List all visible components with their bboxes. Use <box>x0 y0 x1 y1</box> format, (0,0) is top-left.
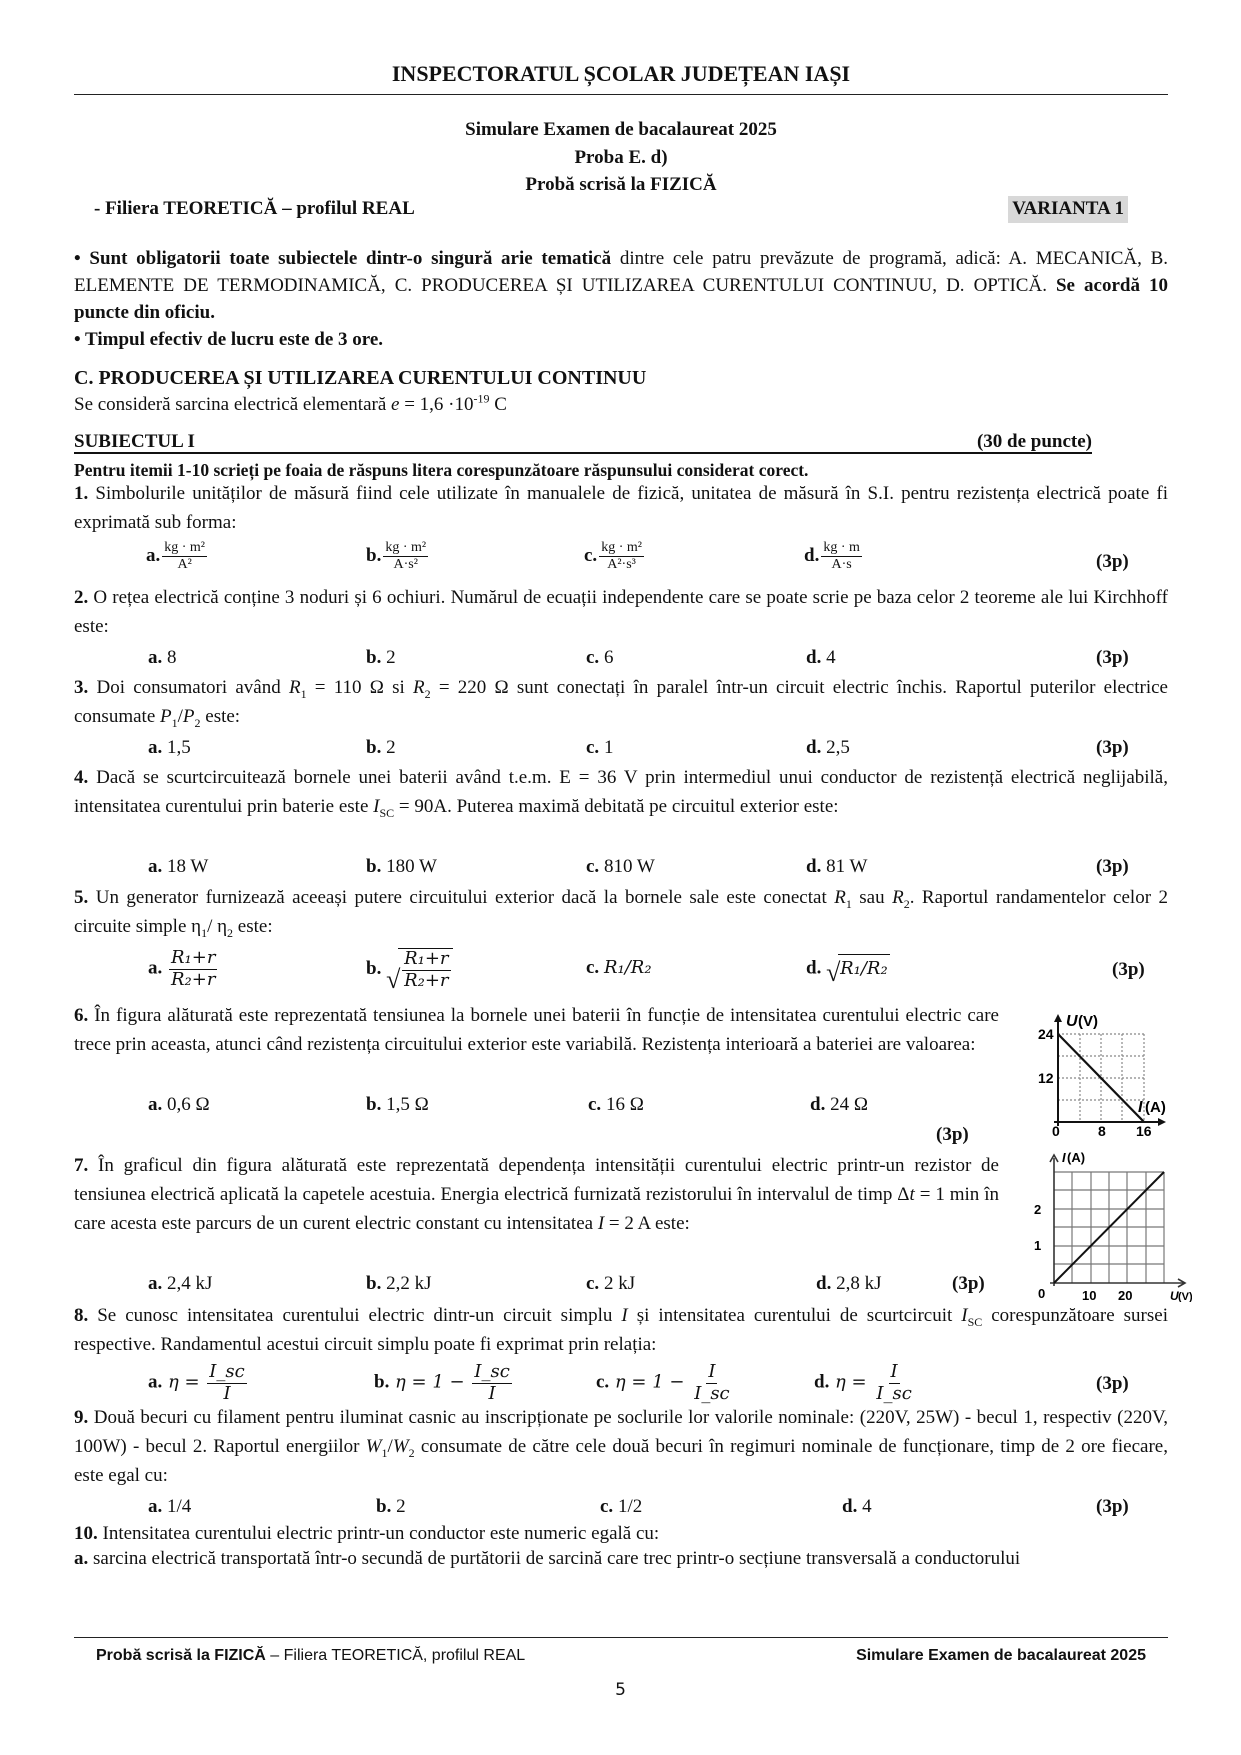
question-text: este: <box>233 915 273 937</box>
option-value: 24 Ω <box>825 1094 868 1115</box>
subject-heading <box>74 430 1092 454</box>
subscript: 2 <box>903 896 910 911</box>
option-value: 2,4 kJ <box>162 1273 213 1294</box>
page-number: 5 <box>615 1680 626 1700</box>
question-text: = 90A. Puterea maximă debitată pe circuitul exterior este: <box>394 795 839 817</box>
denominator: A² <box>177 557 192 573</box>
option-value: 8 <box>162 647 177 668</box>
option-c[interactable] <box>586 734 613 763</box>
option-value: 1,5 <box>162 737 191 758</box>
denominator: I <box>488 1382 496 1404</box>
option-c[interactable] <box>584 540 644 573</box>
numerator: √ R₁+r <box>404 948 449 969</box>
option-label: b. <box>366 647 382 668</box>
option-label: d. <box>806 957 822 979</box>
option-a[interactable] <box>146 540 207 573</box>
option-value: 1/2 <box>613 1496 643 1517</box>
question-text: sau <box>851 887 893 908</box>
question-number: 8. <box>74 1305 89 1326</box>
option-value: 81 W <box>821 856 868 877</box>
option-c[interactable] <box>600 1493 642 1522</box>
option-label: a. <box>74 1547 89 1569</box>
points-label: (3p) <box>1096 647 1129 668</box>
numerator: R₁+r <box>171 947 216 968</box>
svg-text:10: 10 <box>1082 1288 1097 1302</box>
option-c[interactable] <box>586 1270 635 1299</box>
instruction-1-text: dintre cele patru prevăzute de programă, adică: A. MECANICĂ, B. ELEMENTE DE TERMODINAMICĂ, C. PRODUCEREA ȘI UTILIZAREA CURENTULUI CONTINUU, D. OPTICĂ. <box>74 248 1169 296</box>
symbol-t: t <box>909 1183 915 1205</box>
numerator: I_sc <box>474 1361 510 1382</box>
option-value: sarcina electrică transportată într-o secundă de purtătorii de sarcină care trec printr-o secțiune transversală a conductorului <box>88 1547 1021 1569</box>
question-stem <box>74 1522 1168 1547</box>
question-6 <box>74 1002 999 1145</box>
footer-left <box>96 1645 525 1668</box>
slash: / <box>387 1435 393 1457</box>
option-label: a. <box>148 957 163 979</box>
option-c[interactable] <box>586 954 652 983</box>
question-text: Se cunosc intensitatea curentului electric dintr-un circuit simplu <box>88 1305 622 1326</box>
option-b[interactable] <box>366 734 396 763</box>
instruction-2: • Timpul efectiv de lucru este de 3 ore. <box>74 328 384 350</box>
question-text: O rețea electrică conține 3 noduri și 6 ochiuri. Numărul de ecuații independente care se poate scrie pe baza celor 2 teoreme ale lui Kirchhoff este: <box>74 587 1168 637</box>
subscript: 2 <box>227 925 234 940</box>
subscript: SC <box>967 1314 983 1329</box>
option-value: 2 <box>391 1496 406 1517</box>
subject-name: SUBIECTUL I <box>74 431 195 452</box>
option-d[interactable] <box>814 1362 914 1404</box>
points-label: (3p) <box>1096 1373 1129 1394</box>
option-value: 18 W <box>162 856 209 877</box>
constant-prefix: Se consideră sarcina electrică elementară <box>74 394 392 415</box>
option-label: b. <box>376 1496 392 1517</box>
option-value: 4 <box>857 1496 872 1517</box>
fraction <box>383 540 428 573</box>
option-label: d. <box>814 1371 830 1393</box>
numerator: I <box>708 1361 716 1382</box>
exam-proba: Proba E. d) <box>574 146 668 168</box>
option-value: 2,2 kJ <box>381 1273 432 1294</box>
option-d[interactable] <box>810 1091 868 1120</box>
option-a[interactable] <box>148 1270 212 1299</box>
option-b[interactable] <box>366 540 428 573</box>
instruction-1-bold: • Sunt obligatorii toate subiectele dintr-o singură arie tematică <box>74 248 612 269</box>
svg-text:(A): (A) <box>1145 1099 1166 1116</box>
subject-points: (30 de puncte) <box>976 431 1092 452</box>
option-label: b. <box>366 1094 382 1115</box>
option-label: d. <box>810 1094 826 1115</box>
svg-text:8: 8 <box>1098 1123 1106 1138</box>
exam-title: Simulare Examen de bacalaureat 2025 <box>465 119 777 140</box>
header-divider <box>74 94 1168 95</box>
square-root <box>386 948 452 991</box>
question-text: În figura alăturată este reprezentată tensiunea la bornele unei baterii în funcție de intensitatea curentului electric care trece prin aceasta, atunci când rezistența circuitului exterior este variabilă. Rezistența interioară a bateriei are valoarea: <box>74 1005 999 1055</box>
section-title: C. PRODUCEREA ȘI UTILIZAREA CURENTULUI CONTINUU <box>74 367 647 389</box>
option-label: d. <box>806 856 822 877</box>
option-value: 2 <box>381 737 396 758</box>
svg-text:24: 24 <box>1038 1026 1054 1042</box>
option-a[interactable] <box>148 644 177 673</box>
option-value: R₁/R₂ <box>603 957 652 978</box>
option-value: 1/4 <box>162 1496 192 1517</box>
subscript: 1 <box>381 1445 388 1460</box>
option-d[interactable] <box>816 1270 881 1299</box>
answer-options <box>74 1091 1168 1145</box>
svg-text:U: U <box>1170 1289 1179 1302</box>
footer-divider <box>74 1637 1168 1638</box>
subscript: 1 <box>300 686 307 701</box>
option-value: 2 kJ <box>599 1273 636 1294</box>
footer-left-bold: Probă scrisă la FIZICĂ <box>96 1647 266 1664</box>
option-label: a. <box>148 1496 163 1517</box>
option-label: a. <box>146 544 161 566</box>
figure-i-u-resistor <box>1012 1142 1192 1302</box>
question-number: 5. <box>74 887 89 908</box>
symbol-p: P <box>182 705 195 727</box>
footer-right: Simulare Examen de bacalaureat 2025 <box>856 1647 1146 1664</box>
option-value: 16 Ω <box>601 1094 644 1115</box>
option-value: 1 <box>599 737 614 758</box>
chart-u-vs-i <box>1012 1008 1182 1138</box>
option-d[interactable] <box>806 853 867 882</box>
option-value: 810 W <box>599 856 655 877</box>
formula-prefix: η = 1 − <box>389 1371 471 1393</box>
subscript: 2 <box>408 1445 415 1460</box>
question-4 <box>74 764 1168 877</box>
question-number: 7. <box>74 1155 89 1176</box>
question-text: = 1 min în care acesta este parcurs de un curent electric constant cu intensitatea <box>74 1183 999 1234</box>
answer-options <box>74 1493 1168 1523</box>
symbol-i: I <box>961 1305 968 1326</box>
question-text: Simbolurile unităților de măsură fiind cele utilizate în manualele de fizică, unitatea de măsură în S.I. pentru rezistența electrică poate fi exprimată sub forma: <box>74 483 1168 533</box>
option-d[interactable] <box>804 540 862 573</box>
question-text: / η <box>207 915 228 937</box>
answer-options <box>74 1362 1168 1402</box>
denominator: I <box>223 1382 231 1404</box>
question-2 <box>74 584 1168 668</box>
option-a[interactable] <box>74 1547 1168 1572</box>
option-value: 2,5 <box>821 737 850 758</box>
option-value: 1,5 Ω <box>381 1094 429 1115</box>
question-1 <box>74 480 1168 573</box>
option-a[interactable] <box>148 1362 247 1404</box>
points-label: (3p) <box>936 1124 969 1145</box>
denominator: I_sc <box>876 1382 912 1404</box>
footer-left-text: – Filiera TEORETICĂ, profilul REAL <box>265 1647 526 1664</box>
option-c[interactable] <box>596 1362 732 1404</box>
question-text: . Raportul randamentelor celor 2 circuite simple η <box>74 887 1168 937</box>
question-text: În graficul din figura alăturată este reprezentată dependența intensității curentului electric printr-un rezistor de tensiunea electrică aplicată la capetele acestuia. Energia electrică furnizată rezistorului în intervalul de timp Δ <box>74 1155 999 1205</box>
option-value: 180 W <box>381 856 437 877</box>
filiera-label: - Filiera TEORETICĂ – profilul REAL <box>94 198 415 219</box>
fraction <box>599 540 644 573</box>
answer-options <box>74 1270 1168 1300</box>
option-label: d. <box>804 544 820 566</box>
option-b[interactable] <box>366 1270 431 1299</box>
option-label: b. <box>366 737 382 758</box>
denominator: A·s² <box>393 557 418 573</box>
option-b[interactable] <box>376 1493 406 1522</box>
denominator: R₂+r <box>171 968 216 990</box>
symbol-r: R <box>834 887 846 908</box>
option-b[interactable] <box>366 948 453 991</box>
subscript: 1 <box>171 715 178 730</box>
numerator: kg · m² <box>162 540 207 557</box>
symbol-r: R <box>892 887 904 908</box>
option-a[interactable] <box>148 948 217 990</box>
points-label: (3p) <box>1096 551 1129 572</box>
symbol-p: P <box>160 705 172 727</box>
svg-text:1: 1 <box>1034 1238 1042 1253</box>
option-label: a. <box>148 1094 163 1115</box>
question-text: consumate de către cele două becuri în regimuri nominale de funcționare, timp de 2 ore fiecare, este egal cu: <box>74 1435 1168 1486</box>
question-number: 1. <box>74 483 89 504</box>
option-a[interactable] <box>148 1091 210 1120</box>
subscript: SC <box>379 805 395 820</box>
option-label: b. <box>366 856 382 877</box>
option-a[interactable] <box>148 1493 191 1522</box>
question-number: 10. <box>74 1523 98 1544</box>
question-text: Două becuri cu filament pentru iluminat casnic au inscripționate pe soclurile lor valorile nominale: (220V, 25W) - becul 1, respectiv (220V, 100W) - becul 2. Raportul energiilor <box>74 1407 1168 1457</box>
option-c[interactable] <box>588 1091 644 1120</box>
option-label: c. <box>596 1371 610 1393</box>
question-9 <box>74 1404 1168 1517</box>
subscript: 2 <box>424 686 431 701</box>
option-label: c. <box>586 647 600 668</box>
option-d[interactable] <box>806 954 890 984</box>
option-label: a. <box>148 647 163 668</box>
option-label: a. <box>148 856 163 877</box>
numerator: I <box>890 1361 898 1382</box>
symbol-w: W <box>392 1435 409 1457</box>
constant-unit: C <box>489 394 507 415</box>
option-d[interactable] <box>842 1493 872 1522</box>
numerator: kg · m² <box>599 540 644 557</box>
option-label: d. <box>806 737 822 758</box>
question-text: = 2 A este: <box>604 1212 690 1234</box>
answer-options <box>74 853 1168 883</box>
elementary-charge-note <box>74 392 507 419</box>
option-label: b. <box>374 1371 390 1393</box>
exam-subject: Probă scrisă la FIZICĂ <box>525 174 717 196</box>
svg-text:2: 2 <box>1034 1202 1042 1217</box>
fraction <box>402 949 450 991</box>
question-number: 9. <box>74 1407 89 1428</box>
svg-text:I: I <box>1138 1099 1143 1116</box>
constant-exponent: -19 <box>473 391 490 406</box>
instruction-1 <box>74 246 1168 327</box>
fraction <box>874 1362 913 1404</box>
denominator: R₂+r <box>404 969 449 991</box>
question-text: Un generator furnizează aceeași putere circuitului exterior dacă la bornele sale este conectat <box>88 887 835 908</box>
option-label: c. <box>588 1094 602 1115</box>
points-label: (3p) <box>1096 737 1129 758</box>
square-root <box>826 954 890 984</box>
question-text: corespunzătoare sursei respective. Randamentul acestui circuit simplu poate fi exprimat prin relația: <box>74 1305 1168 1355</box>
option-value: 4 <box>821 647 836 668</box>
option-b[interactable] <box>366 1091 429 1120</box>
option-value: 2,8 kJ <box>831 1273 882 1294</box>
question-number: 2. <box>74 587 89 608</box>
symbol-r: R <box>413 677 425 698</box>
option-label: c. <box>586 856 600 877</box>
chart-i-vs-u <box>1012 1142 1192 1302</box>
option-a[interactable] <box>148 734 191 763</box>
question-8 <box>74 1302 1168 1404</box>
institution-header: INSPECTORATUL ȘCOLAR JUDEȚEAN IAȘI <box>391 61 851 86</box>
option-label: c. <box>600 1496 614 1517</box>
fraction <box>162 540 207 573</box>
answer-options <box>74 734 1168 764</box>
question-number: 6. <box>74 1005 89 1026</box>
points-label: (3p) <box>1112 959 1145 980</box>
answer-options <box>74 948 1168 992</box>
denominator: I_sc <box>694 1382 730 1404</box>
subscript: 1 <box>845 896 852 911</box>
symbol-i: I <box>621 1305 628 1326</box>
svg-text:16: 16 <box>1136 1123 1152 1138</box>
fraction <box>207 1362 246 1404</box>
option-label: a. <box>148 1371 163 1393</box>
question-text: = 110 Ω si <box>306 677 414 698</box>
subscript: 2 <box>194 715 201 730</box>
svg-text:0: 0 <box>1052 1123 1060 1138</box>
option-b[interactable] <box>366 853 437 882</box>
option-label: d. <box>816 1273 832 1294</box>
question-10 <box>74 1522 1168 1571</box>
instruction-1-bold-end: Se acordă 10 puncte din oficiu. <box>74 274 1168 323</box>
symbol-i: I <box>597 1212 605 1234</box>
svg-text:(V): (V) <box>1178 1291 1192 1302</box>
instructions <box>74 246 1168 354</box>
option-c[interactable] <box>586 644 613 673</box>
numerator: kg · m <box>821 540 862 557</box>
option-value: R₁/R₂ <box>838 954 890 982</box>
option-label: c. <box>584 544 598 566</box>
subject-directive: Pentru itemii 1-10 scrieți pe foaia de răspuns litera corespunzătoare răspunsului considerat corect. <box>74 460 809 480</box>
varianta-badge: VARIANTA 1 <box>1008 196 1128 223</box>
slash: / <box>177 705 183 727</box>
answer-options <box>74 540 1168 580</box>
option-label: c. <box>586 737 600 758</box>
option-label: d. <box>806 647 822 668</box>
option-value: 0,6 Ω <box>162 1094 210 1115</box>
option-label: d. <box>842 1496 858 1517</box>
svg-text:(V): (V) <box>1078 1013 1098 1030</box>
fraction <box>821 540 862 573</box>
option-value: 6 <box>599 647 614 668</box>
numerator: kg · m² <box>383 540 428 557</box>
points-label: (3p) <box>1096 856 1129 877</box>
fraction <box>472 1362 511 1404</box>
option-b[interactable] <box>374 1362 512 1404</box>
question-text: = 220 Ω sunt conectați în paralel într-un circuit electric închis. Raportul puterilor electrice consumate <box>74 677 1168 727</box>
answer-options <box>74 644 1168 674</box>
question-5 <box>74 884 1168 991</box>
question-text: Intensitatea curentului electric printr-un conductor este numeric egală cu: <box>97 1523 660 1544</box>
denominator: A·s <box>831 557 852 573</box>
svg-text:20: 20 <box>1118 1288 1133 1302</box>
question-number: 3. <box>74 677 89 698</box>
question-text: Dacă se scurtcircuitează bornele unei baterii având t.e.m. E = 36 V prin intermediul unui conductor de rezistență electrică neglijabilă, intensitatea curentului prin baterie este <box>74 767 1168 817</box>
question-text: și intensitatea curentului de scurtcircuit <box>627 1305 962 1326</box>
subscript: 1 <box>201 925 208 940</box>
option-c[interactable] <box>586 853 655 882</box>
option-label: a. <box>148 1273 163 1294</box>
formula-prefix: η = <box>829 1371 873 1393</box>
fraction <box>692 1362 731 1404</box>
option-b[interactable] <box>366 644 396 673</box>
figure-u-i-battery <box>1012 1008 1182 1138</box>
option-label: b. <box>366 544 382 566</box>
option-label: b. <box>366 958 382 980</box>
svg-text:12: 12 <box>1038 1070 1054 1086</box>
fraction <box>169 948 217 990</box>
question-3 <box>74 674 1168 758</box>
points-label: (3p) <box>1096 1496 1129 1517</box>
constant-symbol: e <box>391 394 400 415</box>
option-label: c. <box>586 957 600 978</box>
exam-title-block <box>74 116 1168 199</box>
question-7 <box>74 1152 999 1294</box>
option-a[interactable] <box>148 853 208 882</box>
symbol-i: I <box>373 795 380 817</box>
constant-value: = 1,6 ·10 <box>399 394 474 415</box>
svg-text:(A): (A) <box>1067 1150 1086 1165</box>
formula-prefix: η = 1 − <box>609 1371 691 1393</box>
symbol-w: W <box>365 1435 382 1457</box>
question-text: este: <box>200 705 241 727</box>
denominator: A²·s³ <box>607 557 636 573</box>
svg-text:U: U <box>1066 1013 1078 1030</box>
question-number: 4. <box>74 767 89 788</box>
formula-prefix: η = <box>162 1371 206 1393</box>
points-label: (3p) <box>952 1273 985 1294</box>
question-text: Doi consumatori având <box>88 677 289 698</box>
numerator: I_sc <box>209 1361 245 1382</box>
option-d[interactable] <box>806 734 850 763</box>
symbol-r: R <box>288 677 301 698</box>
option-value: 2 <box>381 647 396 668</box>
option-label: b. <box>366 1273 382 1294</box>
svg-text:I: I <box>1062 1150 1066 1165</box>
svg-text:0: 0 <box>1038 1286 1046 1301</box>
option-d[interactable] <box>806 644 836 673</box>
option-label: a. <box>148 737 163 758</box>
option-label: c. <box>586 1273 600 1294</box>
